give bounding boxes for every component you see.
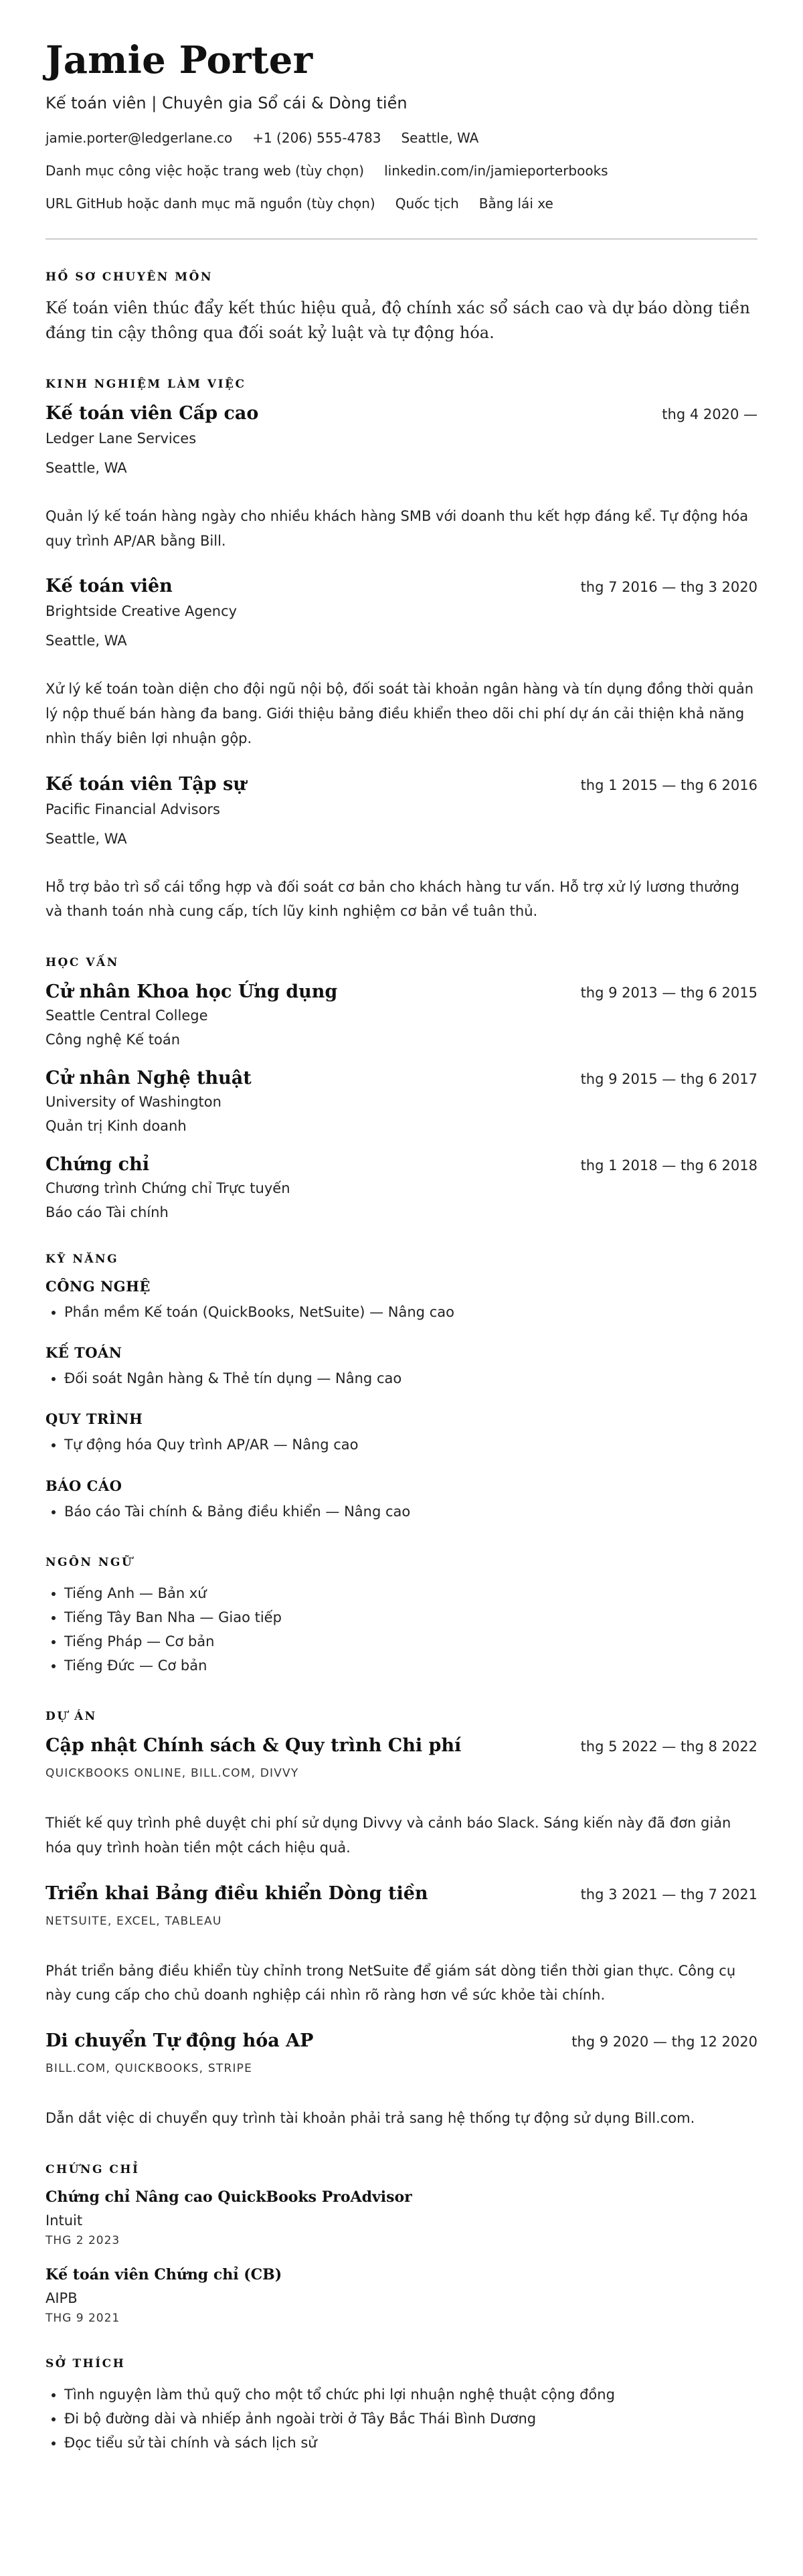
language-item: • Tiếng Pháp — Cơ bản bbox=[64, 1629, 757, 1654]
experience-title: KINH NGHIỆM LÀM VIỆC bbox=[46, 377, 246, 391]
contact-row-3 bbox=[46, 195, 757, 212]
skill-list bbox=[46, 1500, 757, 1524]
job-title: Kế toán viên Tập sự bbox=[46, 773, 246, 795]
project-description: Thiết kế quy trình phê duyệt chi phí sử dụng Divvy và cảnh báo Slack. Sáng kiến này đã đơn giản hóa quy trình hoàn tiền một cách hiệu quả. bbox=[46, 1815, 731, 1856]
certification-name: Kế toán viên Chứng chỉ (CB) bbox=[46, 2265, 282, 2283]
certification-date: THG 2 2023 bbox=[46, 2233, 120, 2247]
experience-entry bbox=[46, 576, 757, 750]
contact-location: Seattle, WA bbox=[401, 129, 479, 146]
project-description: Phát triển bảng điều khiển tùy chỉnh trong NetSuite để giám sát dòng tiền thời gian thực. Công cụ này cung cấp cho chủ doanh nghiệp cái nhìn rõ ràng hơn về sức khỏe tài chính. bbox=[46, 1962, 736, 2004]
certification-date: THG 9 2021 bbox=[46, 2311, 120, 2325]
job-company: Ledger Lane Services bbox=[46, 430, 197, 447]
skills-title: KỸ NĂNG bbox=[46, 1253, 119, 1267]
language-item: • Tiếng Tây Ban Nha — Giao tiếp bbox=[64, 1605, 757, 1629]
language-item: • Tiếng Đức — Cơ bản bbox=[64, 1654, 757, 1678]
skill-list bbox=[46, 1300, 757, 1324]
job-company: Brightside Creative Agency bbox=[46, 603, 238, 620]
education-entry bbox=[46, 1068, 757, 1134]
contact-portfolio[interactable]: Danh mục công việc hoặc trang web (tùy chọn) bbox=[46, 162, 365, 179]
skill-group-title: CÔNG NGHỆ bbox=[46, 1278, 151, 1295]
skill-list bbox=[46, 1433, 757, 1457]
education-dates: thg 9 2013 — thg 6 2015 bbox=[580, 985, 757, 1001]
languages-section bbox=[46, 1556, 757, 1678]
projects-section bbox=[46, 1710, 757, 2131]
interest-item: • Đọc tiểu sử tài chính và sách lịch sử bbox=[64, 2431, 757, 2455]
certifications-title: CHỨNG CHỈ bbox=[46, 2162, 140, 2176]
contact-row-1 bbox=[46, 130, 757, 146]
interest-item: • Đi bộ đường dài và nhiếp ảnh ngoài trời ở Tây Bắc Thái Bình Dương bbox=[64, 2407, 757, 2431]
project-name: Cập nhật Chính sách & Quy trình Chi phí bbox=[46, 1735, 462, 1757]
project-tech: NETSUITE, EXCEL, TABLEAU bbox=[46, 1914, 222, 1928]
certification-entry bbox=[46, 2188, 757, 2247]
study-field: Báo cáo Tài chính bbox=[46, 1204, 169, 1221]
degree-title: Cử nhân Khoa học Ứng dụng bbox=[46, 981, 338, 1003]
project-dates: thg 9 2020 — thg 12 2020 bbox=[571, 2034, 757, 2050]
languages-title: NGÔN NGỮ bbox=[46, 1555, 134, 1569]
contact-github[interactable]: URL GitHub hoặc danh mục mã nguồn (tùy chọn) bbox=[46, 195, 375, 212]
job-description: Xử lý kế toán toàn diện cho đội ngũ nội bộ, đối soát tài khoản ngân hàng và tín dụng đồng thời quản lý nộp thuế bán hàng đa bang. Giới thiệu bảng điều khiển theo dõi chi phí dự án cải thiện khả năng nhìn thấy biên lợi nhuận gộp. bbox=[46, 681, 754, 746]
project-entry bbox=[46, 2030, 757, 2131]
candidate-name: Jamie Porter bbox=[46, 38, 313, 82]
contact-linkedin[interactable]: linkedin.com/in/jamieporterbooks bbox=[384, 162, 608, 179]
skill-item: • Báo cáo Tài chính & Bảng điều khiển — Nâng cao bbox=[64, 1500, 757, 1524]
skill-list bbox=[46, 1366, 757, 1390]
certifications-section bbox=[46, 2163, 757, 2325]
experience-section bbox=[46, 378, 757, 924]
summary-text: Kế toán viên thúc đẩy kết thúc hiệu quả, độ chính xác sổ sách cao và dự báo dòng tiền đáng tin cậy thông qua đối soát kỷ luật và tự động hóa. bbox=[46, 298, 750, 342]
certification-entry bbox=[46, 2266, 757, 2325]
contact-nationality: Quốc tịch bbox=[395, 195, 459, 212]
education-title: HỌC VẤN bbox=[46, 956, 119, 970]
project-entry bbox=[46, 1883, 757, 2008]
skill-item: • Phần mềm Kế toán (QuickBooks, NetSuite) — Nâng cao bbox=[64, 1300, 757, 1324]
study-field: Công nghệ Kế toán bbox=[46, 1032, 180, 1048]
skill-group-title: KẾ TOÁN bbox=[46, 1344, 122, 1362]
education-dates: thg 9 2015 — thg 6 2017 bbox=[580, 1071, 757, 1088]
project-name: Di chuyển Tự động hóa AP bbox=[46, 2030, 314, 2052]
education-entry bbox=[46, 1154, 757, 1220]
contact-row-2 bbox=[46, 163, 757, 179]
summary-title: HỒ SƠ CHUYÊN MÔN bbox=[46, 270, 213, 284]
degree-title: Cử nhân Nghệ thuật bbox=[46, 1068, 252, 1089]
skill-group-title: BÁO CÁO bbox=[46, 1477, 122, 1494]
certification-name: Chứng chỉ Nâng cao QuickBooks ProAdvisor bbox=[46, 2188, 412, 2206]
interest-item: • Tình nguyện làm thủ quỹ cho một tổ chức phi lợi nhuận nghệ thuật cộng đồng bbox=[64, 2383, 757, 2407]
job-dates: thg 4 2020 — bbox=[662, 406, 757, 422]
school-name: University of Washington bbox=[46, 1094, 221, 1111]
job-company: Pacific Financial Advisors bbox=[46, 801, 221, 817]
language-item: • Tiếng Anh — Bản xứ bbox=[64, 1581, 757, 1605]
job-description: Quản lý kế toán hàng ngày cho nhiều khách hàng SMB với doanh thu kết hợp đáng kể. Tự động hóa quy trình AP/AR bằng Bill. bbox=[46, 507, 749, 549]
school-name: Chương trình Chứng chỉ Trực tuyến bbox=[46, 1180, 290, 1197]
interest-list bbox=[46, 2383, 757, 2455]
job-dates: thg 7 2016 — thg 3 2020 bbox=[580, 579, 757, 596]
experience-entry bbox=[46, 774, 757, 924]
certification-issuer: Intuit bbox=[46, 2212, 83, 2229]
header-divider bbox=[46, 238, 757, 240]
education-dates: thg 1 2018 — thg 6 2018 bbox=[580, 1157, 757, 1174]
interests-section bbox=[46, 2357, 757, 2455]
education-section bbox=[46, 956, 757, 1220]
contact-driving-license: Bằng lái xe bbox=[478, 195, 553, 212]
interests-title: SỞ THÍCH bbox=[46, 2356, 126, 2370]
skill-group-title: QUY TRÌNH bbox=[46, 1411, 143, 1428]
project-name: Triển khai Bảng điều khiển Dòng tiền bbox=[46, 1882, 428, 1904]
project-dates: thg 3 2021 — thg 7 2021 bbox=[580, 1886, 757, 1903]
skill-item: • Tự động hóa Quy trình AP/AR — Nâng cao bbox=[64, 1433, 757, 1457]
project-description: Dẫn dắt việc di chuyển quy trình tài khoản phải trả sang hệ thống tự động sử dụng Bill.com. bbox=[46, 2110, 695, 2127]
resume-header bbox=[46, 40, 757, 212]
skill-item: • Đối soát Ngân hàng & Thẻ tín dụng — Nâng cao bbox=[64, 1366, 757, 1390]
project-entry bbox=[46, 1735, 757, 1860]
job-location: Seattle, WA bbox=[46, 830, 127, 847]
job-dates: thg 1 2015 — thg 6 2016 bbox=[580, 777, 757, 793]
project-dates: thg 5 2022 — thg 8 2022 bbox=[580, 1739, 757, 1755]
contact-phone[interactable]: +1 (206) 555-4783 bbox=[252, 129, 381, 146]
candidate-tagline: Kế toán viên | Chuyên gia Sổ cái & Dòng tiền bbox=[46, 93, 408, 112]
language-list bbox=[46, 1581, 757, 1678]
experience-entry bbox=[46, 403, 757, 554]
skills-section bbox=[46, 1253, 757, 1523]
job-title: Kế toán viên bbox=[46, 576, 173, 597]
projects-title: DỰ ÁN bbox=[46, 1710, 97, 1724]
summary-section bbox=[46, 270, 757, 345]
job-description: Hỗ trợ bảo trì sổ cái tổng hợp và đối soát cơ bản cho khách hàng tư vấn. Hỗ trợ xử lý lương thưởng và thanh toán nhà cung cấp, tích lũy kinh nghiệm cơ bản về tuân thủ. bbox=[46, 878, 739, 920]
contact-email[interactable]: jamie.porter@ledgerlane.co bbox=[46, 129, 233, 146]
job-location: Seattle, WA bbox=[46, 459, 127, 476]
project-tech: BILL.COM, QUICKBOOKS, STRIPE bbox=[46, 2062, 253, 2076]
job-title: Kế toán viên Cấp cao bbox=[46, 402, 259, 424]
degree-title: Chứng chỉ bbox=[46, 1154, 149, 1176]
school-name: Seattle Central College bbox=[46, 1008, 208, 1024]
job-location: Seattle, WA bbox=[46, 633, 127, 649]
certification-issuer: AIPB bbox=[46, 2289, 78, 2306]
education-entry bbox=[46, 981, 757, 1048]
study-field: Quản trị Kinh doanh bbox=[46, 1118, 187, 1135]
project-tech: QUICKBOOKS ONLINE, BILL.COM, DIVVY bbox=[46, 1767, 299, 1781]
